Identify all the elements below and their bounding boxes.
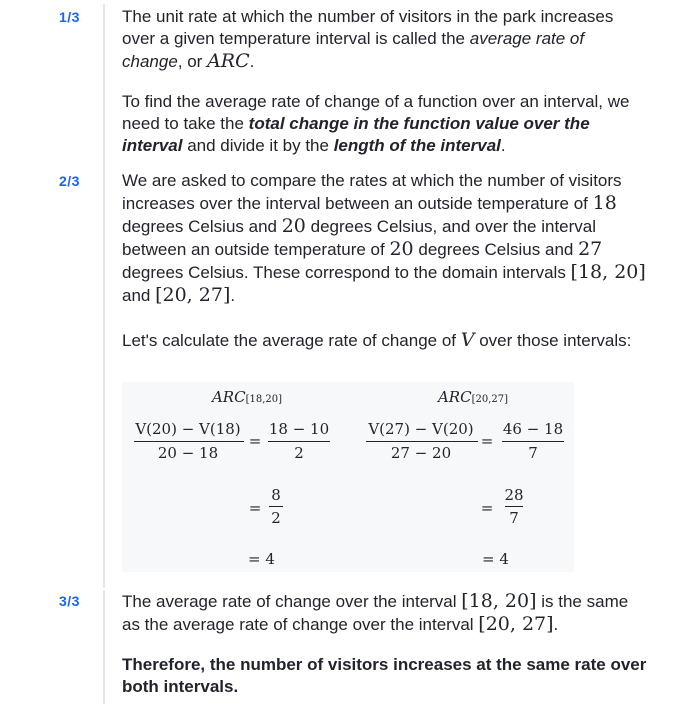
- left-frac3-numerator: 8: [271, 486, 281, 504]
- right-frac3-denominator: 7: [509, 509, 519, 527]
- step-body: [122, 170, 647, 352]
- step-number: 3/3: [59, 593, 80, 609]
- left-result: = 4: [248, 550, 275, 568]
- step-rail: [103, 170, 105, 588]
- step-2-paragraph-1: We are asked to compare the rates at which the number of visitors increases over the interval between an outside temperature of 18 degrees Celsius and 20 degrees Celsius, and over the interval between an outside temperature of 20 degrees Celsius and 27 degrees Celsius. These correspond to the domain intervals [18, 20] and [20, 27].: [122, 171, 646, 306]
- right-equals: =: [480, 432, 494, 450]
- right-frac1-denominator: 27 − 20: [390, 444, 452, 462]
- step-2-paragraph-2: Let's calculate the average rate of change of V over those intervals:: [122, 329, 632, 351]
- step-1-paragraph-1: The unit rate at which the number of visitors in the park increases over a given temperature interval is called the average rate of change, or ARC.: [122, 7, 614, 72]
- calculation-panel: [122, 382, 574, 572]
- step-number: 1/3: [59, 9, 80, 25]
- left-frac2-denominator: 2: [294, 444, 304, 462]
- left-frac1-numerator: V(20) − V(18): [135, 420, 241, 438]
- right-result: = 4: [482, 550, 509, 568]
- left-equals: =: [248, 432, 262, 450]
- left-header: ARC[18,20]: [211, 388, 283, 406]
- right-frac1-numerator: V(27) − V(20): [368, 420, 474, 438]
- right-equals-2: =: [480, 499, 494, 517]
- step-3-conclusion: Therefore, the number of visitors increases at the same rate over both intervals.: [122, 655, 647, 696]
- step-body: [122, 6, 647, 157]
- left-frac3-denominator: 2: [271, 509, 281, 527]
- step-number: 2/3: [59, 173, 80, 189]
- step-rail: [103, 4, 105, 170]
- step-body: [122, 590, 647, 698]
- step-rail: [103, 590, 105, 704]
- left-frac2-numerator: 18 − 10: [268, 420, 330, 438]
- left-frac1-denominator: 20 − 18: [157, 444, 219, 462]
- left-equals-2: =: [248, 499, 262, 517]
- right-frac3-numerator: 28: [504, 486, 524, 504]
- right-frac2-denominator: 7: [528, 444, 538, 462]
- step-3-paragraph-1: The average rate of change over the interval [18, 20] is the same as the average rate of change over the interval [20, 27].: [122, 590, 629, 635]
- step-1-paragraph-2: To find the average rate of change of a function over an interval, we need to take the total change in the function value over the interval and divide it by the length of the interval.: [122, 92, 630, 155]
- right-frac2-numerator: 46 − 18: [502, 420, 564, 438]
- right-header: ARC[20,27]: [437, 388, 509, 406]
